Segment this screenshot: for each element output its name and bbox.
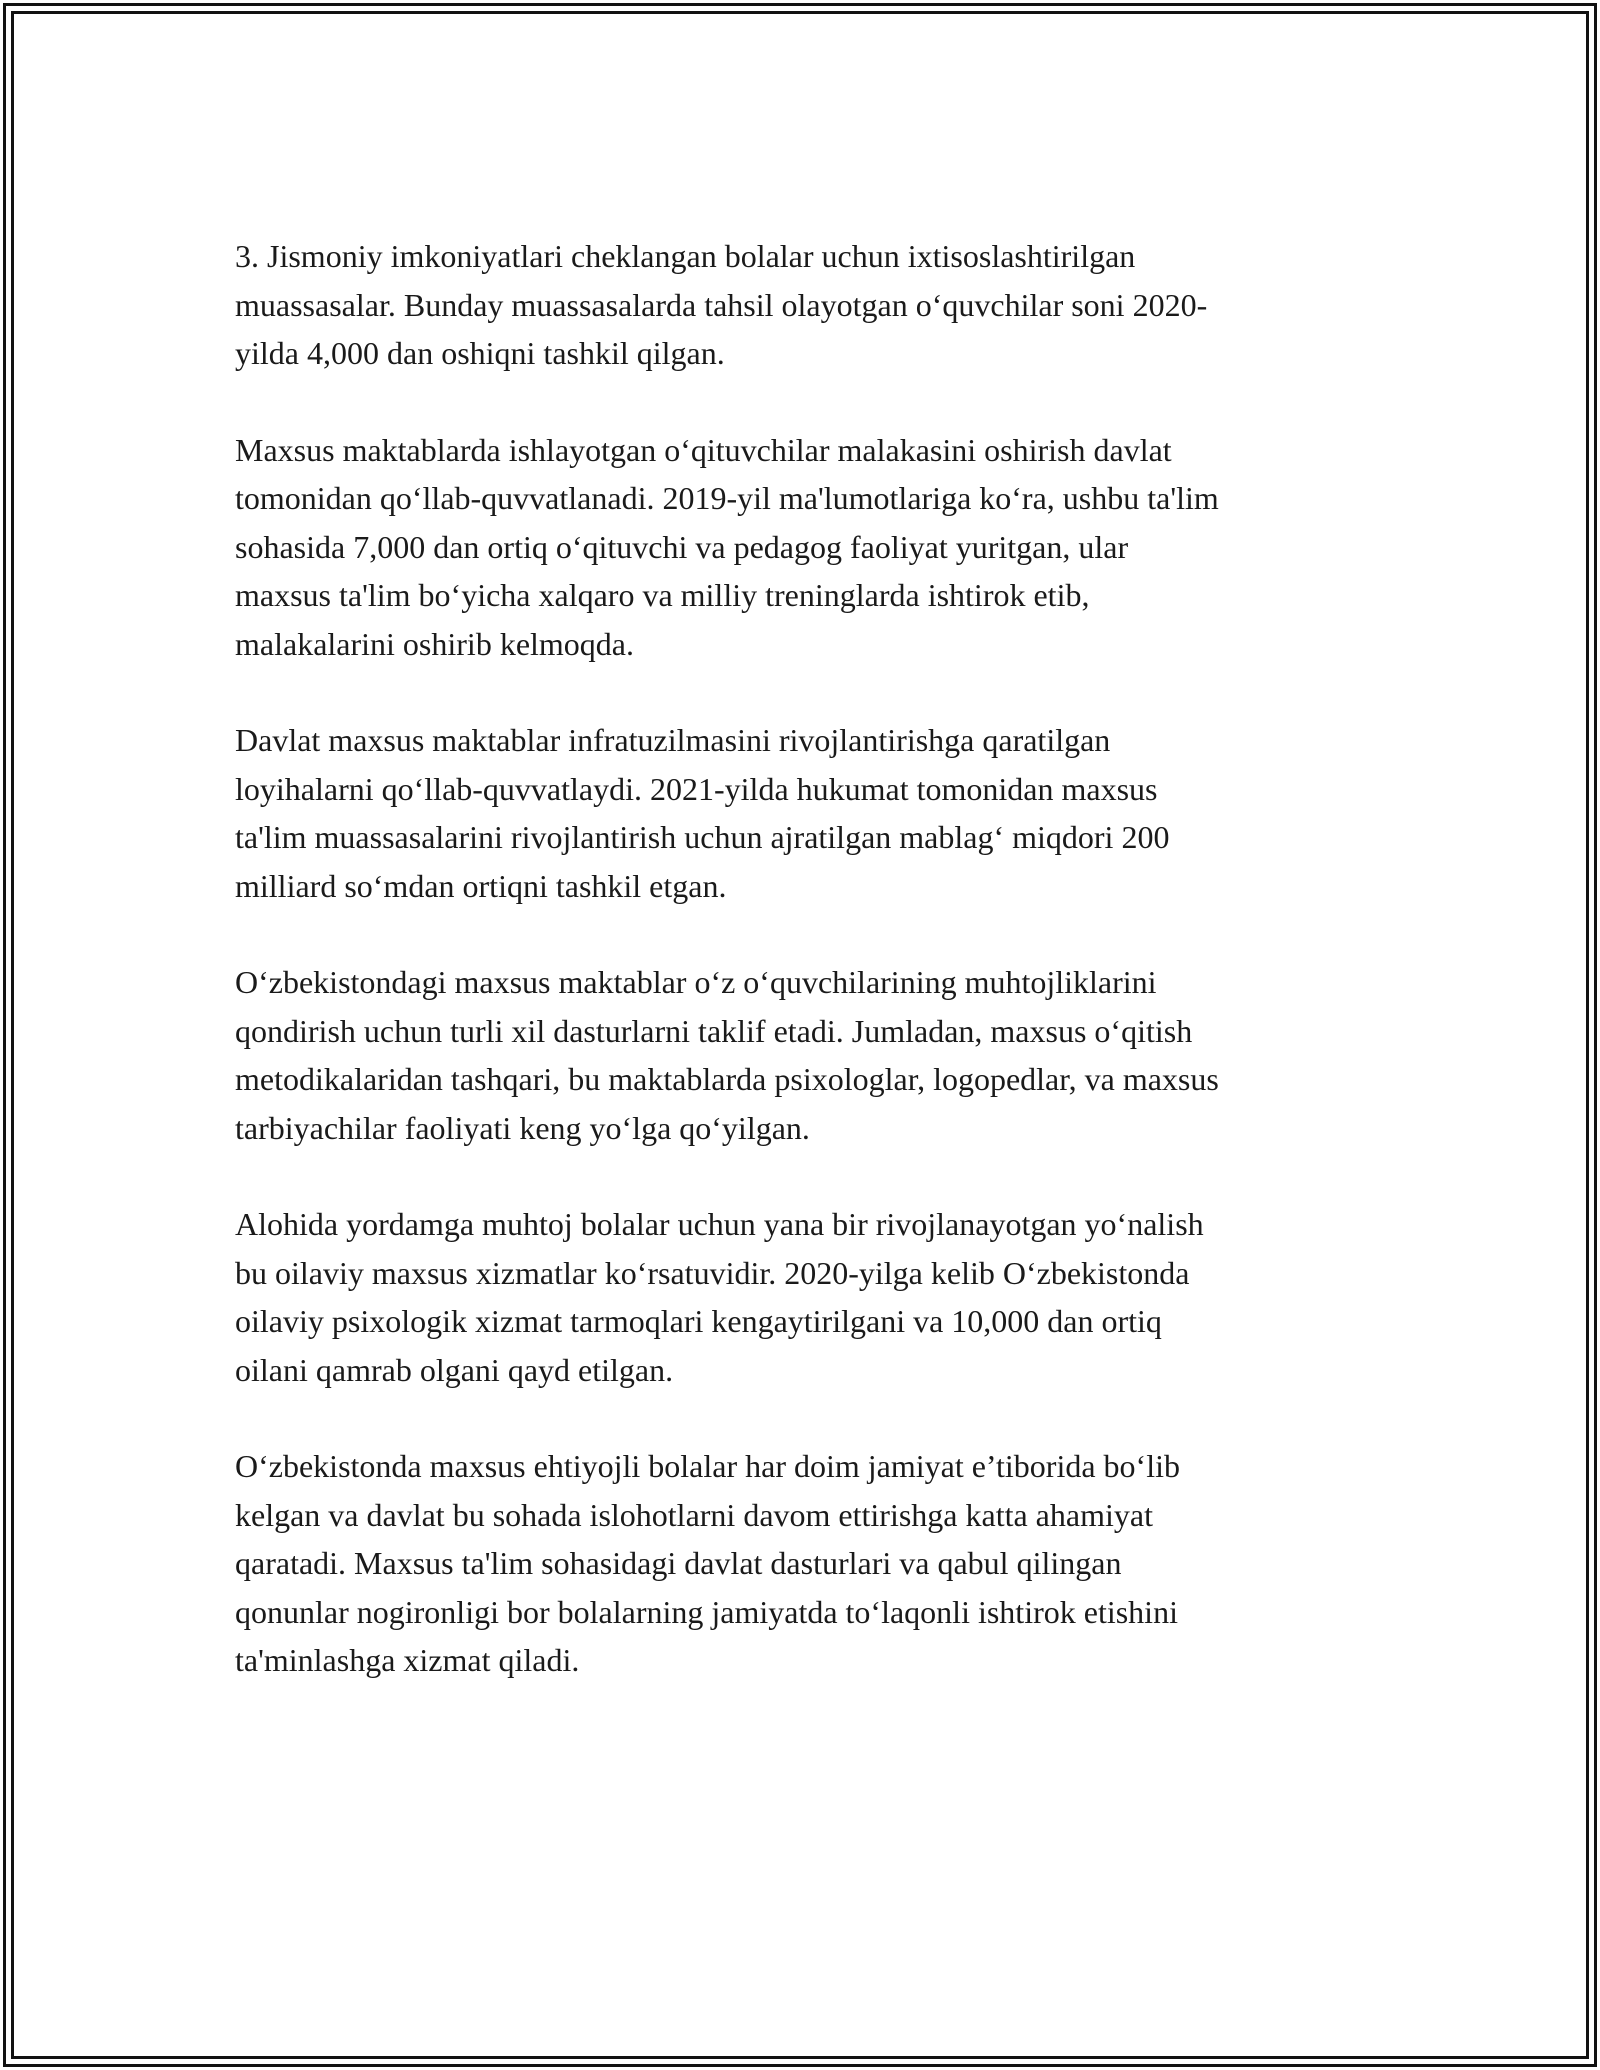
text-line: ta'minlashga xizmat qiladi. — [235, 1642, 580, 1678]
text-line: kelgan va davlat bu sohada islohotlarni davom ettirishga katta ahamiyat — [235, 1496, 1153, 1533]
text-line: qaratadi. Maxsus ta'lim sohasidagi davlat dasturlari va qabul qilingan — [235, 1545, 1122, 1581]
paragraph-school-programs — [235, 958, 1370, 1152]
paragraph-family-services — [235, 1200, 1370, 1394]
text-line: ta'lim muassasalarini rivojlantirish uchun ajratilgan mablag‘ miqdori 200 — [235, 819, 1170, 855]
text-line: bu oilaviy maxsus xizmatlar ko‘rsatuvidir. 2020-yilga kelib O‘zbekistonda — [235, 1254, 1190, 1291]
text-line: tomonidan qo‘llab-quvvatlanadi. 2019-yil ma'lumotlariga ko‘ra, ushbu ta'lim — [235, 480, 1219, 516]
text-line: qonunlar nogironligi bor bolalarning jamiyatda to‘laqonli ishtirok etishini — [235, 1593, 1178, 1630]
text-line: O‘zbekistonda maxsus ehtiyojli bolalar har doim jamiyat e’tiborida bo‘lib — [235, 1448, 1180, 1484]
text-line: oilaviy psixologik xizmat tarmoqlari kengaytirilgani va 10,000 dan ortiq — [235, 1303, 1162, 1339]
text-line: Maxsus maktablarda ishlayotgan o‘qituvchilar malakasini oshirish davlat — [235, 431, 1172, 468]
text-line: Alohida yordamga muhtoj bolalar uchun yana bir rivojlanayotgan yo‘nalish — [235, 1206, 1204, 1242]
document-body — [235, 232, 1370, 1733]
text-line: malakalarini oshirib kelmoqda. — [235, 625, 634, 662]
paragraph-specialized-institutions — [235, 232, 1370, 378]
text-line: O‘zbekistondagi maxsus maktablar o‘z o‘quvchilarining muhtojliklarini — [235, 964, 1157, 1000]
paragraph-social-inclusion — [235, 1442, 1370, 1685]
text-line: 3. Jismoniy imkoniyatlari cheklangan bolalar uchun ixtisoslashtirilgan — [235, 238, 1136, 274]
text-line: metodikalaridan tashqari, bu maktablarda psixologlar, logopedlar, va maxsus — [235, 1061, 1219, 1097]
text-line: tarbiyachilar faoliyati keng yo‘lga qo‘yilgan. — [235, 1109, 810, 1146]
text-line: maxsus ta'lim bo‘yicha xalqaro va milliy treninglarda ishtirok etib, — [235, 577, 1090, 613]
paragraph-teacher-training — [235, 426, 1370, 669]
text-line: muassasalar. Bunday muassasalarda tahsil olayotgan o‘quvchilar soni 2020- — [235, 286, 1208, 323]
text-line: milliard so‘mdan ortiqni tashkil etgan. — [235, 867, 727, 904]
text-line: oilani qamrab olgani qayd etilgan. — [235, 1351, 674, 1388]
paragraph-infrastructure-funding — [235, 716, 1370, 910]
text-line: qondirish uchun turli xil dasturlarni taklif etadi. Jumladan, maxsus o‘qitish — [235, 1012, 1193, 1049]
text-line: Davlat maxsus maktablar infratuzilmasini rivojlantirishga qaratilgan — [235, 722, 1111, 758]
text-line: yilda 4,000 dan oshiqni tashkil qilgan. — [235, 335, 725, 371]
text-line: loyihalarni qo‘llab-quvvatlaydi. 2021-yilda hukumat tomonidan maxsus — [235, 770, 1158, 807]
text-line: sohasida 7,000 dan ortiq o‘qituvchi va pedagog faoliyat yuritgan, ular — [235, 528, 1129, 565]
